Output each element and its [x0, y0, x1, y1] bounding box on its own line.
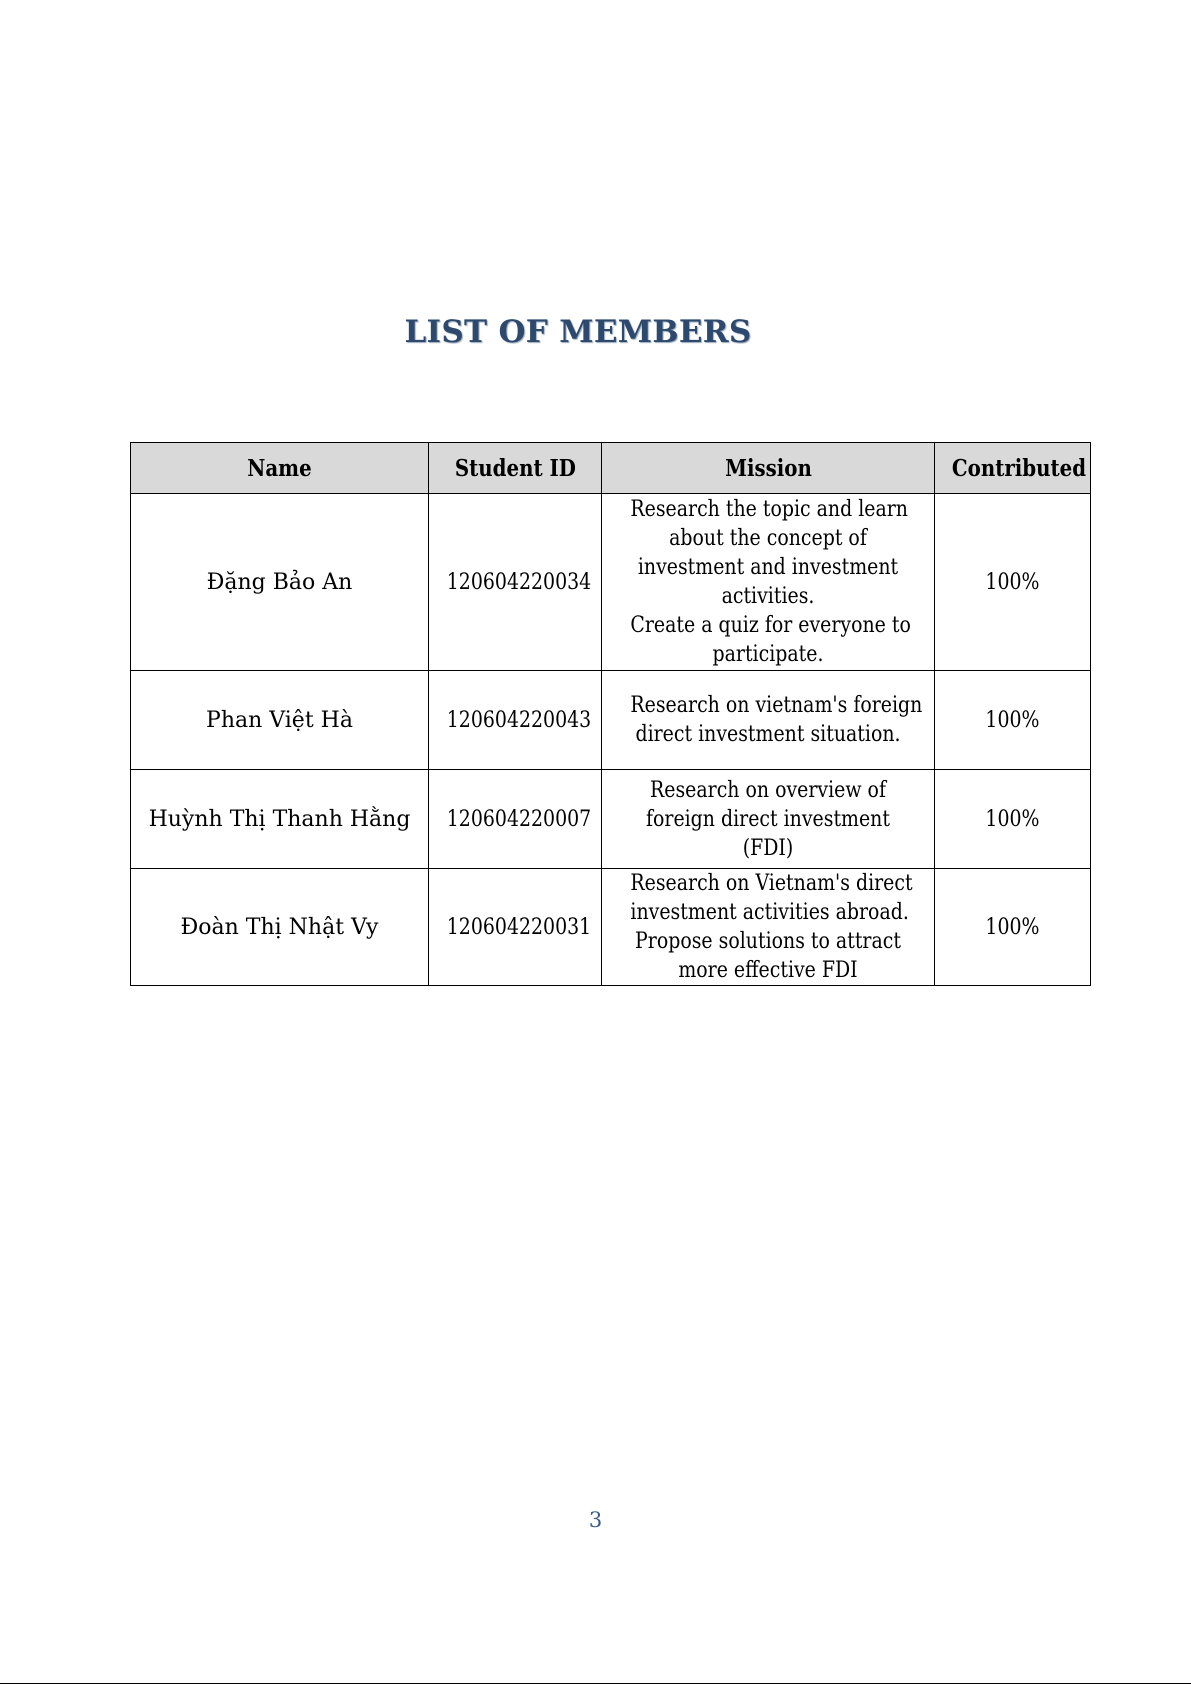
- table-row: [131, 770, 1091, 869]
- page-title: LIST OF MEMBERS: [404, 314, 752, 350]
- mission-line: about the concept of: [669, 526, 867, 551]
- member-name: Đặng Bảo An: [131, 494, 429, 671]
- page-bottom-divider: [0, 1683, 1191, 1684]
- members-table: [130, 442, 1091, 986]
- mission-line: participate.: [712, 642, 824, 667]
- mission: [602, 671, 935, 770]
- mission-line: foreign direct investment: [646, 806, 890, 832]
- mission-line: investment activities abroad.: [630, 900, 909, 925]
- mission-line: Propose solutions to attract: [635, 929, 901, 954]
- mission-line: investment and investment: [637, 555, 899, 580]
- header-contributed: Contributed: [935, 443, 1091, 494]
- mission-line: Research on overview of: [650, 777, 886, 803]
- mission: [602, 869, 935, 986]
- mission-line: (FDI): [742, 835, 794, 861]
- mission-line: Research the topic and learn: [630, 497, 908, 522]
- member-name: Phan Việt Hà: [131, 671, 429, 770]
- header-mission: Mission: [602, 443, 935, 494]
- member-name: Huỳnh Thị Thanh Hằng: [131, 770, 429, 869]
- mission-line: activities.: [721, 584, 815, 609]
- mission: [602, 494, 935, 671]
- table-row: [131, 671, 1091, 770]
- student-id: 120604220031: [429, 869, 602, 986]
- contribution: 100%: [935, 869, 1091, 986]
- mission-line: Create a quiz for everyone to: [630, 613, 911, 638]
- member-name: Đoàn Thị Nhật Vy: [131, 869, 429, 986]
- table-header-row: [131, 443, 1091, 494]
- contribution: 100%: [935, 671, 1091, 770]
- student-id: 120604220007: [429, 770, 602, 869]
- mission-line: more effective FDI: [678, 958, 858, 983]
- table-row: [131, 869, 1091, 986]
- contribution: 100%: [935, 494, 1091, 671]
- student-id: 120604220034: [429, 494, 602, 671]
- table-row: [131, 494, 1091, 671]
- header-student-id: Student ID: [429, 443, 602, 494]
- header-name: Name: [131, 443, 429, 494]
- mission-line: direct investment situation.: [635, 722, 901, 747]
- contribution: 100%: [935, 770, 1091, 869]
- mission-line: Research on vietnam's foreign: [630, 693, 923, 718]
- mission: [602, 770, 935, 869]
- student-id: 120604220043: [429, 671, 602, 770]
- page-number: 3: [588, 1508, 603, 1532]
- mission-line: Research on Vietnam's direct: [630, 871, 913, 896]
